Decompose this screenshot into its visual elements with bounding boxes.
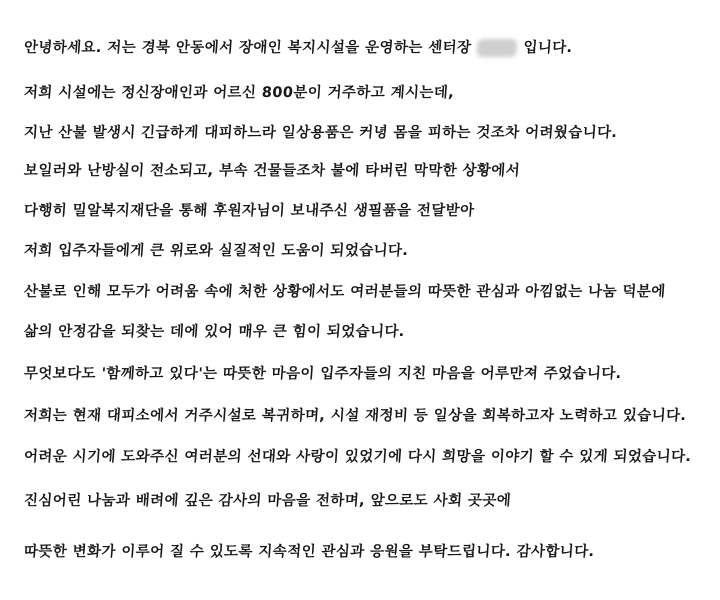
letter-line-4: 보일러와 난방실이 전소되고, 부속 건물들조차 불에 타버린 막막한 상황에서 — [23, 163, 521, 179]
letter-line-7: 산불로 인해 모두가 어려움 속에 처한 상황에서도 여러분들의 따뜻한 관심과 아낌없는 나눔 덕분에 — [23, 284, 667, 300]
redacted-name-blur — [477, 39, 518, 57]
letter-line-5: 다행히 밀알복지재단을 통해 후원자님이 보내주신 생필품을 전달받아 — [23, 203, 475, 219]
letter-line-1 — [23, 36, 573, 57]
letter-line-2: 저희 시설에는 정신장애인과 어르신 800분이 거주하고 계시는데, — [23, 85, 455, 101]
letter-line-8: 삶의 안정감을 되찾는 데에 있어 매우 큰 힘이 되었습니다. — [23, 324, 406, 340]
letter-line-12: 진심어린 나눔과 배려에 깊은 감사의 마음을 전하며, 앞으로도 사회 곳곳에 — [23, 493, 512, 509]
letter-line-11: 어려운 시기에 도와주신 여러분의 선대와 사랑이 있었기에 다시 희망을 이야기 할 수 있게 되었습니다. — [23, 449, 692, 465]
letter-line-6: 저희 입주자들에게 큰 위로와 실질적인 도움이 되었습니다. — [23, 243, 409, 259]
letter-line-3: 지난 산불 발생시 긴급하게 대피하느라 일상용품은 커녕 몸을 피하는 것조차 어려웠습니다. — [23, 125, 618, 141]
letter-line-1-after: 입니다. — [522, 40, 574, 56]
letter-line-1-before: 안녕하세요. 저는 경북 안동에서 장애인 복지시설을 운영하는 센터장 — [23, 40, 472, 56]
letter-line-9: 무엇보다도 '함께하고 있다'는 따뜻한 마음이 입주자들의 지친 마음을 어루만져 주었습니다. — [23, 366, 623, 382]
letter-line-10: 저희는 현재 대피소에서 거주시설로 복귀하며, 시설 재정비 등 일상을 회복하고자 노력하고 있습니다. — [23, 408, 687, 424]
letter-line-13: 따뜻한 변화가 이루어 질 수 있도록 지속적인 관심과 응원을 부탁드립니다. 감사합니다. — [23, 544, 596, 560]
